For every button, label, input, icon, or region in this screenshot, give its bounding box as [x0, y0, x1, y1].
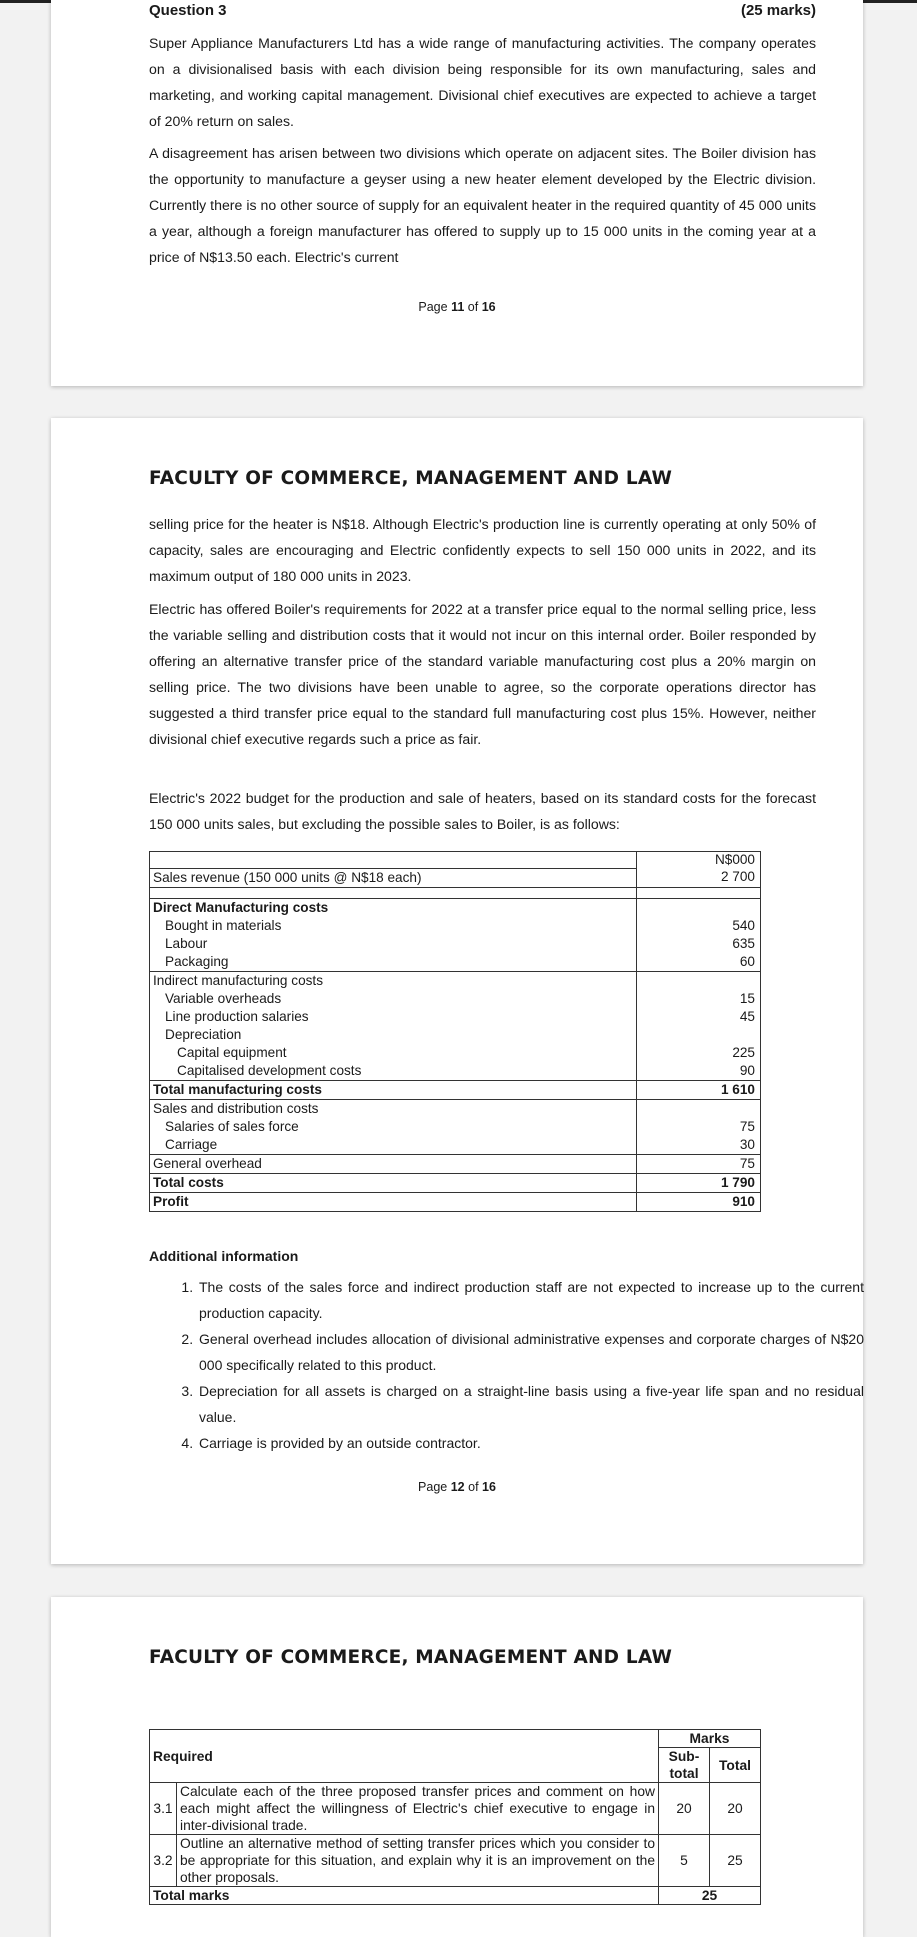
- paragraph-budget-intro: Electric's 2022 budget for the production and sale of heaters, based on its standard costs for the forecast 150 000 units sales, but excluding the possible sales to Boiler, is as follows:: [149, 790, 816, 832]
- carriage-value: 30: [739, 1136, 755, 1152]
- table-row: [150, 852, 761, 869]
- profit-label: Profit: [150, 1192, 637, 1211]
- general-overhead-label: General overhead: [150, 1154, 637, 1173]
- required-table: [149, 1729, 761, 1905]
- capitalised-dev-label: Capitalised development costs: [177, 1062, 362, 1078]
- additional-info-list: [149, 1274, 864, 1456]
- table-row: [150, 1080, 761, 1099]
- labour-value: 635: [732, 935, 755, 951]
- labour-label: Labour: [165, 935, 208, 951]
- list-item: 1. The costs of the sales force and indirect production staff are not expected to increase up to the current production capacity.: [197, 1274, 864, 1326]
- sales-force-value: 75: [739, 1118, 755, 1134]
- document-page-11: [51, 0, 863, 386]
- table-row: [150, 868, 761, 887]
- line-salaries-value: 45: [739, 1008, 755, 1024]
- total-costs-label: Total costs: [150, 1173, 637, 1192]
- sales-force-label: Salaries of sales force: [165, 1118, 299, 1134]
- document-page-13: [51, 1597, 863, 1937]
- variable-overheads-value: 15: [739, 990, 755, 1006]
- subtotal-heading: Sub-total: [659, 1748, 710, 1783]
- list-item: 3. Depreciation for all assets is charged on a straight-line basis using a five-year life span and no residual value.: [197, 1378, 864, 1430]
- faculty-header: FACULTY OF COMMERCE, MANAGEMENT AND LAW: [149, 468, 673, 489]
- page-current: 11: [451, 300, 465, 314]
- list-item: 4. Carriage is provided by an outside contractor.: [197, 1430, 864, 1456]
- page-current: 12: [450, 1480, 465, 1494]
- revenue-label: Sales revenue (150 000 units @ N$18 each): [150, 868, 637, 887]
- paragraph-selling-price: selling price for the heater is N$18. Although Electric's production line is currently operating at only 50% of capacity, sales are encouraging and Electric confidently expects to sell 150 000 units in 2022, and its maximum output of 180 000 units in 2023.: [149, 516, 816, 584]
- indirect-costs-heading: Indirect manufacturing costs: [153, 972, 324, 988]
- question-marks: (25 marks): [740, 2, 816, 19]
- table-row: [150, 1154, 761, 1173]
- question-number: 3.1: [150, 1783, 177, 1835]
- profit-value: 910: [637, 1192, 761, 1211]
- total-costs-value: 1 790: [637, 1173, 761, 1192]
- required-heading: Required: [150, 1730, 659, 1783]
- materials-label: Bought in materials: [165, 917, 282, 933]
- table-row: [150, 1887, 761, 1905]
- table-row: [150, 1730, 761, 1748]
- packaging-label: Packaging: [165, 953, 229, 969]
- question-number: 3.2: [150, 1835, 177, 1887]
- direct-costs-heading: Direct Manufacturing costs: [153, 899, 329, 915]
- question-label: Question 3: [149, 2, 227, 19]
- question-heading: [149, 2, 816, 19]
- revenue-value: 2 700: [637, 868, 761, 887]
- depreciation-label: Depreciation: [165, 1026, 242, 1042]
- table-row: [150, 1835, 761, 1887]
- variable-overheads-label: Variable overheads: [165, 990, 282, 1006]
- page-of: of: [468, 1480, 479, 1494]
- total-manufacturing-value: 1 610: [637, 1080, 761, 1099]
- general-overhead-value: 75: [637, 1154, 761, 1173]
- intro-paragraph-1: Super Appliance Manufacturers Ltd has a wide range of manufacturing activities. The company operates on a divisionalised basis with each division being responsible for its own manufacturing, sales and marketing, and working capital management. Divisional chief executives are expected to achieve a target of 20% return on sales.: [149, 35, 816, 129]
- additional-info-heading: Additional information: [149, 1248, 299, 1264]
- total-marks-value: 25: [659, 1887, 761, 1905]
- packaging-value: 60: [739, 953, 755, 969]
- page-total: 16: [481, 300, 496, 314]
- page-total: 16: [482, 1480, 496, 1494]
- table-row: [150, 898, 761, 971]
- question-total: 25: [710, 1835, 761, 1887]
- total-marks-label: Total marks: [150, 1887, 659, 1905]
- page-number: [51, 1480, 863, 1494]
- faculty-header: FACULTY OF COMMERCE, MANAGEMENT AND LAW: [149, 1647, 673, 1668]
- question-total: 20: [710, 1783, 761, 1835]
- document-page-12: [51, 418, 863, 1564]
- table-row: [150, 1173, 761, 1192]
- intro-paragraph-2: A disagreement has arisen between two divisions which operate on adjacent sites. The Boiler division has the opportunity to manufacture a geyser using a new heater element developed by the Electric division. Currently there is no other source of supply for an equivalent heater in the required quantity of 45 000 units a year, although a foreign manufacturer has offered to supply up to 15 000 units in the coming year at a price of N$13.50 each. Electric's current: [149, 145, 816, 265]
- page-label: Page: [418, 1480, 448, 1494]
- marks-heading: Marks: [659, 1730, 761, 1748]
- table-row: [150, 1099, 761, 1154]
- question-subtotal: 5: [659, 1835, 710, 1887]
- table-row: [150, 1783, 761, 1835]
- question-text: Calculate each of the three proposed transfer prices and comment on how each might affect the willingness of Electric's chief executive to engage in inter-divisional trade.: [177, 1783, 659, 1835]
- page-number: [51, 300, 863, 314]
- capital-equipment-value: 225: [732, 1044, 755, 1060]
- page-of: of: [467, 300, 479, 314]
- materials-value: 540: [732, 917, 755, 933]
- total-heading: Total: [710, 1748, 761, 1783]
- total-manufacturing-label: Total manufacturing costs: [150, 1080, 637, 1099]
- page-label: Page: [418, 300, 448, 314]
- sales-dist-heading: Sales and distribution costs: [153, 1100, 319, 1116]
- table-row: [150, 887, 761, 898]
- question-subtotal: 20: [659, 1783, 710, 1835]
- budget-table: [149, 851, 761, 1212]
- table-row: [150, 1192, 761, 1211]
- paragraph-transfer-offers: Electric has offered Boiler's requirements for 2022 at a transfer price equal to the normal selling price, less the variable selling and distribution costs that it would not incur on this internal order. Boiler responded by offering an alternative transfer price of the standard variable manufacturing cost plus a 20% margin on selling price. The two divisions have been unable to agree, so the corporate operations director has suggested a third transfer price equal to the standard full manufacturing cost plus 15%. However, neither divisional chief executive regards such a price as fair.: [149, 601, 816, 747]
- list-item: 2. General overhead includes allocation of divisional administrative expenses and corporate charges of N$20 000 specifically related to this product.: [197, 1326, 864, 1378]
- currency-header: N$000: [637, 852, 761, 869]
- capitalised-dev-value: 90: [739, 1062, 755, 1078]
- question-text: Outline an alternative method of setting transfer prices which you consider to be appropriate for this situation, and explain why it is an improvement on the other proposals.: [177, 1835, 659, 1887]
- capital-equipment-label: Capital equipment: [177, 1044, 287, 1060]
- table-row: [150, 971, 761, 1080]
- line-salaries-label: Line production salaries: [165, 1008, 309, 1024]
- carriage-label: Carriage: [165, 1136, 218, 1152]
